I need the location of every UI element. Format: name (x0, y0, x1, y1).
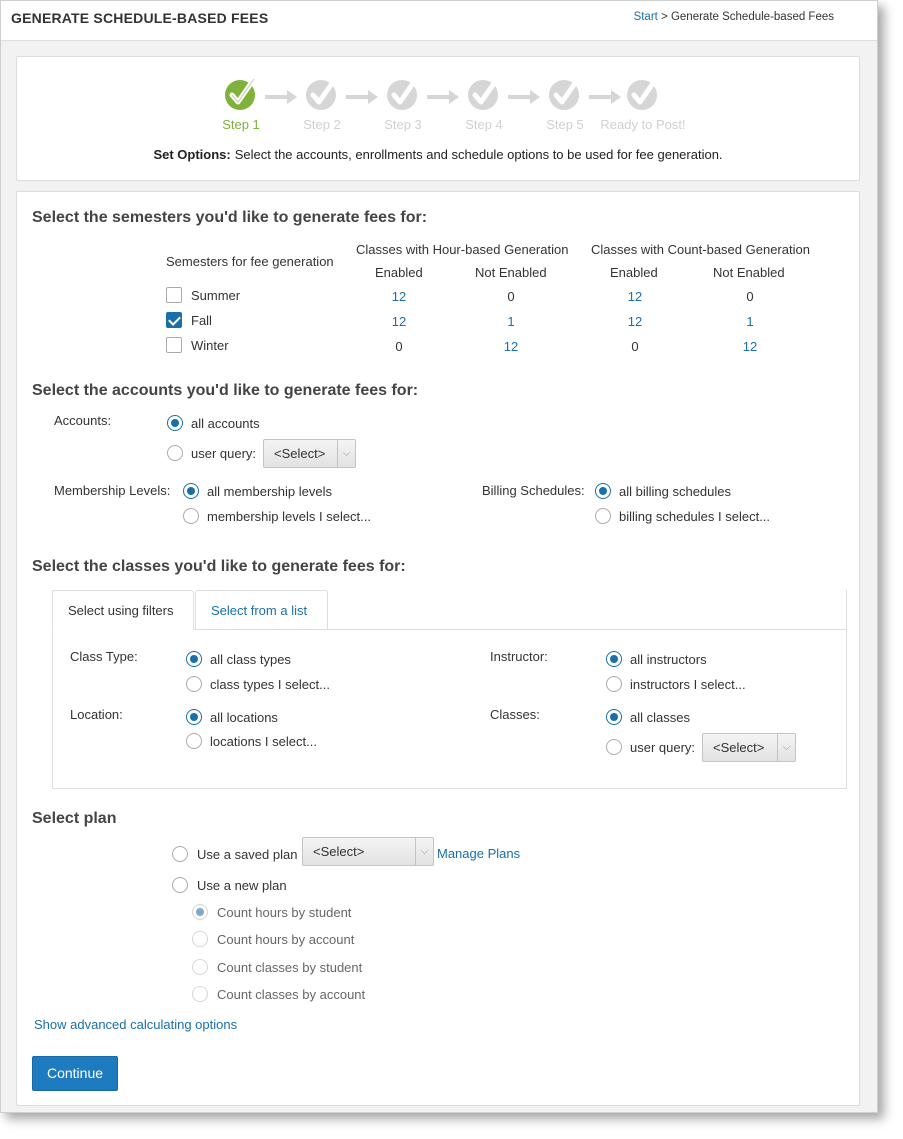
class-type-label: Class Type: (70, 649, 138, 664)
all-classes-label: all classes (630, 710, 690, 725)
hour-enabled-count-link[interactable]: 12 (391, 314, 407, 329)
step-ready (598, 75, 688, 132)
count-not-enabled-count-link[interactable]: 1 (746, 314, 754, 329)
count-enabled-count-link[interactable]: 12 (627, 314, 643, 329)
breadcrumb-current: Generate Schedule-based Fees (670, 11, 834, 23)
hour-not-enabled-count-link[interactable]: 1 (507, 314, 515, 329)
all-locations-label: all locations (210, 710, 278, 725)
count-enabled-count: 0 (631, 339, 639, 354)
semester-label: Summer (191, 288, 241, 303)
set-options-description (17, 147, 859, 162)
step-label: Step 3 (384, 117, 422, 132)
saved-plan-select[interactable] (302, 837, 434, 866)
all-billing-schedules-label: all billing schedules (619, 484, 732, 499)
count-not-enabled-header: Not Enabled (713, 265, 785, 280)
selected-instructors-label: instructors I select... (630, 677, 746, 692)
check-circle-icon (626, 75, 660, 111)
location-label: Location: (70, 707, 123, 722)
use-saved-plan-radio[interactable] (172, 846, 188, 862)
all-membership-levels-label: all membership levels (207, 484, 332, 499)
count-enabled-count-link[interactable]: 12 (627, 289, 643, 304)
semester-label: Winter (191, 338, 229, 353)
hour-enabled-header: Enabled (375, 265, 423, 280)
use-new-plan-label: Use a new plan (197, 878, 287, 893)
select-value: <Select> (274, 446, 326, 461)
semester-checkbox-winter[interactable] (166, 337, 182, 353)
step-label: Step 1 (222, 117, 260, 132)
step-label: Step 4 (465, 117, 503, 132)
plan-option-label: Count hours by account (217, 932, 355, 947)
count-not-enabled-count-link[interactable]: 12 (742, 339, 758, 354)
manage-plans-link[interactable]: Manage Plans (437, 846, 521, 861)
breadcrumb (634, 11, 834, 23)
step-label: Step 5 (546, 117, 584, 132)
selected-membership-levels-radio[interactable] (183, 508, 199, 524)
page-title: GENERATE SCHEDULE-BASED FEES (11, 10, 269, 26)
count-not-enabled-count: 0 (746, 289, 754, 304)
selected-class-types-label: class types I select... (210, 677, 330, 692)
semesters-column-header: Semesters for fee generation (166, 254, 334, 269)
step-label: Step 2 (303, 117, 341, 132)
count-hours-by-account-radio[interactable] (192, 931, 208, 947)
accounts-query-select[interactable] (263, 439, 356, 468)
set-options-text: Select the accounts, enrollments and schedule options to be used for fee generation. (234, 147, 723, 162)
set-options-label: Set Options: (153, 147, 231, 162)
classes-user-query-radio[interactable] (606, 739, 622, 755)
instructor-label: Instructor: (490, 649, 548, 664)
hour-enabled-count-link[interactable]: 12 (391, 289, 407, 304)
breadcrumb-start-link[interactable]: Start (633, 11, 658, 23)
all-instructors-radio[interactable] (606, 651, 622, 667)
all-locations-radio[interactable] (186, 709, 202, 725)
hour-based-group-header: Classes with Hour-based Generation (356, 242, 569, 257)
count-enabled-header: Enabled (610, 265, 658, 280)
plan-option-label: Count hours by student (217, 905, 352, 920)
check-circle-icon (548, 75, 582, 111)
all-instructors-label: all instructors (630, 652, 707, 667)
accounts-user-query-radio[interactable] (167, 445, 183, 461)
all-billing-schedules-radio[interactable] (595, 483, 611, 499)
selected-class-types-radio[interactable] (186, 676, 202, 692)
hour-not-enabled-count: 0 (507, 289, 515, 304)
all-accounts-label: all accounts (191, 416, 260, 431)
tab-label: Select from a list (211, 603, 308, 618)
all-class-types-label: all class types (210, 652, 291, 667)
continue-button[interactable]: Continue (32, 1056, 118, 1091)
select-value: <Select> (313, 844, 365, 859)
tab-label: Select using filters (68, 603, 174, 618)
classes-user-query-label: user query: (630, 740, 696, 755)
plan-option-label: Count classes by student (217, 960, 363, 975)
plan-heading: Select plan (32, 810, 117, 827)
check-circle-icon (467, 75, 501, 111)
wizard-steps-panel (16, 56, 860, 181)
use-new-plan-radio[interactable] (172, 877, 188, 893)
plan-option-label: Count classes by account (217, 987, 366, 1002)
selected-billing-schedules-radio[interactable] (595, 508, 611, 524)
count-based-group-header: Classes with Count-based Generation (591, 242, 810, 257)
breadcrumb-separator: > (657, 11, 671, 23)
hour-not-enabled-count-link[interactable]: 12 (503, 339, 519, 354)
tab-select-using-filters[interactable] (52, 590, 194, 630)
count-hours-by-student-radio[interactable] (192, 904, 208, 920)
step-label: Ready to Post! (600, 117, 686, 132)
membership-levels-label: Membership Levels: (54, 483, 171, 498)
selected-locations-radio[interactable] (186, 733, 202, 749)
count-classes-by-student-radio[interactable] (192, 959, 208, 975)
all-accounts-radio[interactable] (167, 415, 183, 431)
classes-query-select[interactable] (702, 733, 796, 762)
accounts-user-query-label: user query: (191, 446, 257, 461)
use-saved-plan-label: Use a saved plan (197, 847, 298, 862)
accounts-heading: Select the accounts you'd like to generate fees for: (32, 382, 419, 399)
options-form-panel (16, 191, 860, 1106)
selected-instructors-radio[interactable] (606, 676, 622, 692)
selected-billing-schedules-label: billing schedules I select... (619, 509, 771, 524)
check-circle-icon (386, 75, 420, 111)
semester-label: Fall (191, 313, 212, 328)
title-bar (1, 1, 877, 41)
semester-checkbox-summer[interactable] (166, 287, 182, 303)
chevron-down-icon: ⌵ (337, 440, 355, 467)
select-value: <Select> (713, 740, 765, 755)
tab-select-from-list[interactable] (195, 590, 328, 630)
billing-schedules-label: Billing Schedules: (482, 483, 585, 498)
chevron-down-icon: ⌵ (415, 838, 433, 865)
check-circle-icon (305, 75, 339, 111)
all-classes-radio[interactable] (606, 709, 622, 725)
show-advanced-options-link[interactable]: Show advanced calculating options (34, 1017, 238, 1032)
chevron-down-icon: ⌵ (777, 734, 795, 761)
accounts-label: Accounts: (54, 413, 112, 428)
semesters-heading: Select the semesters you'd like to generate fees for: (32, 209, 428, 226)
check-circle-icon (224, 75, 258, 111)
classes-label: Classes: (490, 707, 540, 722)
wizard-steps (17, 75, 859, 155)
count-classes-by-account-radio[interactable] (192, 986, 208, 1002)
hour-enabled-count: 0 (395, 339, 403, 354)
hour-not-enabled-header: Not Enabled (475, 265, 547, 280)
selected-membership-levels-label: membership levels I select... (207, 509, 372, 524)
all-membership-levels-radio[interactable] (183, 483, 199, 499)
classes-heading: Select the classes you'd like to generate fees for: (32, 558, 406, 575)
all-class-types-radio[interactable] (186, 651, 202, 667)
semester-checkbox-fall[interactable] (166, 312, 182, 328)
selected-locations-label: locations I select... (210, 734, 317, 749)
